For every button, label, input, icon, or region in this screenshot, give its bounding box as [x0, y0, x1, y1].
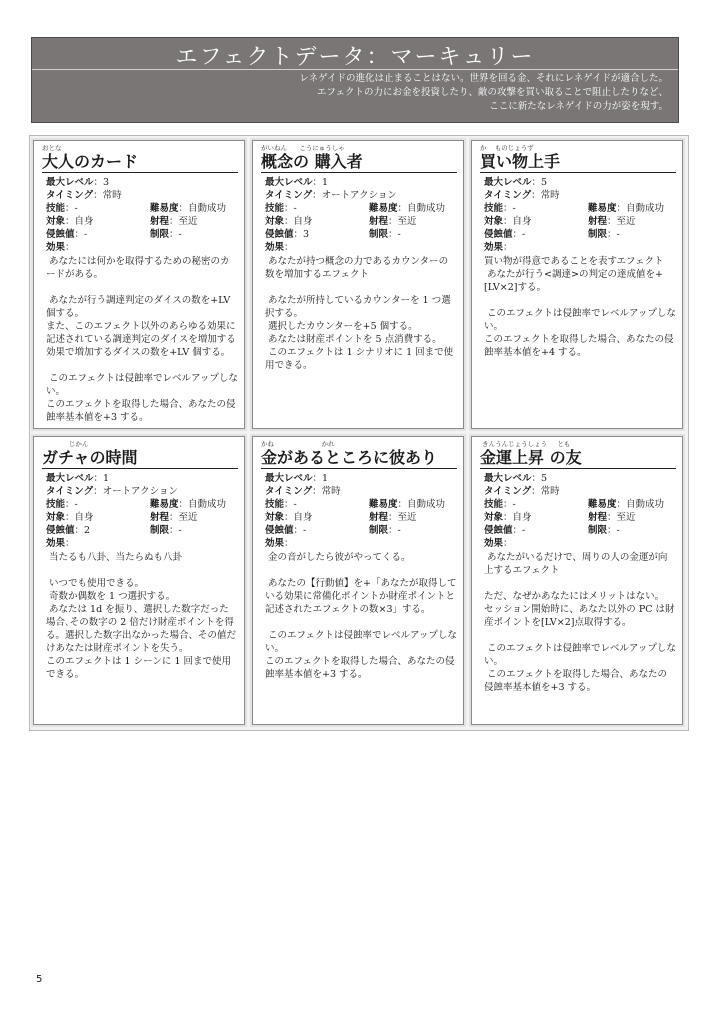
header-description [299, 72, 668, 114]
timing-value: 常時 [540, 486, 560, 497]
difficulty-label: 難易度 [150, 203, 179, 214]
card-name-ruby: きんうんじょうしょう とも [480, 440, 571, 448]
effect-card [252, 436, 464, 725]
effect-label: 効果 [265, 242, 285, 253]
effect-card [33, 140, 245, 429]
erosion-label: 侵蝕値 [484, 229, 513, 240]
range-label: 射程 [369, 512, 389, 523]
difficulty-label: 難易度 [588, 203, 617, 214]
max-level-row: 最大レベル：1 [46, 473, 110, 484]
effect-text: あなたには何かを取得するための秘密のカードがある。 あなたが行う調達判定のダイスの数を+LV個する。 また、このエフェクト以外のあらゆる効果に記述されている調達判定のダイスを増加する効果で増加するダイスの数を+LV 個する。 このエフェクトは侵蝕率でレベルアップしない。 このエフェクトを取得した場合、あなたの侵蝕率基本値を+3 する。 [46, 256, 238, 423]
target-label: 対象 [265, 216, 285, 227]
effect-card [471, 140, 683, 429]
timing-value: 常時 [540, 190, 560, 201]
difficulty-value: 自動成功 [407, 203, 446, 214]
card-name-ruby: がいねん こうにゅうしゃ [261, 144, 345, 152]
card-name-ruby: じかん [42, 440, 89, 448]
range-value: 至近 [616, 216, 636, 227]
target-row: 対象：自身 射程：至近 [265, 512, 417, 523]
timing-value: 常時 [102, 190, 122, 201]
range-label: 射程 [588, 216, 608, 227]
range-value: 至近 [178, 512, 198, 523]
card-name-ruby: か ものじょうず [480, 144, 534, 152]
max-level-value: 1 [322, 177, 329, 188]
limit-value: - [397, 229, 401, 240]
card-name: ガチャの時間 [42, 448, 238, 469]
erosion-row: 侵蝕値：3 制限：- [265, 229, 401, 240]
erosion-value: 2 [84, 525, 91, 536]
effect-label: 効果 [46, 538, 66, 549]
card-name: 買い物上手 [480, 152, 676, 173]
difficulty-label: 難易度 [588, 499, 617, 510]
erosion-value: - [522, 229, 526, 240]
effect-row: 効果： [265, 242, 294, 253]
erosion-row: 侵蝕値：- 制限：- [46, 229, 182, 240]
limit-value: - [616, 525, 620, 536]
effect-card [33, 436, 245, 725]
target-value: 自身 [293, 512, 313, 523]
card-name: 大人のカード [42, 152, 238, 173]
skill-label: 技能 [484, 499, 504, 510]
erosion-row: 侵蝕値：2 制限：- [46, 525, 182, 536]
target-value: 自身 [74, 216, 94, 227]
erosion-label: 侵蝕値 [265, 525, 294, 536]
max-level-label: 最大レベル [265, 473, 313, 484]
range-value: 至近 [178, 216, 198, 227]
erosion-label: 侵蝕値 [46, 525, 75, 536]
skill-value: - [293, 499, 297, 510]
target-label: 対象 [46, 512, 66, 523]
card-name: 金運上昇 の友 [480, 448, 676, 469]
effect-card [252, 140, 464, 429]
limit-label: 制限 [150, 525, 170, 536]
limit-label: 制限 [150, 229, 170, 240]
skill-value: - [512, 203, 516, 214]
timing-row: タイミング：常時 [484, 486, 560, 497]
effect-text: 買い物が得意であることを表すエフェクト あなたが行う<調達>の判定の達成値を+[LV×2]する。 このエフェクトは侵蝕率でレベルアップしない。 このエフェクトを取得した場合、あなたの侵蝕率基本値を+4 する。 [484, 256, 676, 358]
erosion-row: 侵蝕値：- 制限：- [265, 525, 401, 536]
timing-row: タイミング：オートアクション [46, 486, 178, 497]
max-level-value: 3 [103, 177, 110, 188]
max-level-value: 5 [541, 473, 548, 484]
target-row: 対象：自身 射程：至近 [484, 216, 636, 227]
max-level-label: 最大レベル [265, 177, 313, 188]
limit-value: - [397, 525, 401, 536]
effect-row: 効果： [46, 538, 75, 549]
erosion-row: 侵蝕値：- 制限：- [484, 525, 620, 536]
erosion-row: 侵蝕値：- 制限：- [484, 229, 620, 240]
target-value: 自身 [512, 216, 532, 227]
max-level-row: 最大レベル：5 [484, 177, 548, 188]
effect-text: あなたが持つ概念の力であるカウンターの数を増加するエフェクト あなたが所持しているカウンターを 1 つ選択する。 選択したカウンターを+5 個する。 あなたは財産ポイントを 5 点消費する。 このエフェクトは 1 シナリオに 1 回まで使用できる。 [265, 256, 454, 371]
target-value: 自身 [512, 512, 532, 523]
skill-value: - [293, 203, 297, 214]
max-level-row: 最大レベル：1 [265, 177, 329, 188]
erosion-label: 侵蝕値 [265, 229, 294, 240]
erosion-value: - [522, 525, 526, 536]
timing-row: タイミング：常時 [265, 486, 341, 497]
difficulty-value: 自動成功 [407, 499, 446, 510]
range-label: 射程 [369, 216, 389, 227]
timing-label: タイミング [484, 190, 532, 201]
page-number: 5 [36, 974, 43, 985]
limit-value: - [178, 229, 182, 240]
limit-value: - [178, 525, 182, 536]
header-desc-line: レネゲイドの進化は止まることはない。世界を回る金、それにレネゲイドが適合した。 [299, 73, 668, 84]
effect-card [471, 436, 683, 725]
timing-label: タイミング [265, 190, 313, 201]
effect-row: 効果： [484, 242, 513, 253]
card-name-ruby: かね かれ [261, 440, 335, 448]
skill-value: - [74, 499, 78, 510]
range-label: 射程 [150, 216, 170, 227]
page-title: エフェクトデータ：マーキュリー [175, 45, 535, 70]
card-name-ruby: おとな [42, 144, 62, 152]
timing-label: タイミング [46, 190, 94, 201]
target-row: 対象：自身 射程：至近 [46, 216, 198, 227]
target-row: 対象：自身 射程：至近 [484, 512, 636, 523]
limit-label: 制限 [588, 525, 608, 536]
page-header [31, 37, 679, 123]
max-level-label: 最大レベル [484, 177, 532, 188]
range-value: 至近 [616, 512, 636, 523]
effect-label: 効果 [484, 538, 504, 549]
difficulty-label: 難易度 [150, 499, 179, 510]
erosion-value: 3 [303, 229, 310, 240]
target-row: 対象：自身 射程：至近 [265, 216, 417, 227]
effect-row: 効果： [265, 538, 294, 549]
timing-row: タイミング：常時 [484, 190, 560, 201]
range-label: 射程 [150, 512, 170, 523]
erosion-value: - [84, 229, 88, 240]
effect-label: 効果 [484, 242, 504, 253]
timing-value: オートアクション [102, 486, 178, 497]
timing-row: タイミング：常時 [46, 190, 122, 201]
range-value: 至近 [397, 512, 417, 523]
difficulty-value: 自動成功 [188, 499, 227, 510]
max-level-value: 1 [322, 473, 329, 484]
target-row: 対象：自身 射程：至近 [46, 512, 198, 523]
timing-row: タイミング：オートアクション [265, 190, 397, 201]
skill-value: - [512, 499, 516, 510]
timing-value: オートアクション [321, 190, 397, 201]
max-level-row: 最大レベル：1 [265, 473, 329, 484]
skill-row: 技能：- 難易度：自動成功 [46, 203, 227, 214]
difficulty-value: 自動成功 [626, 203, 665, 214]
difficulty-value: 自動成功 [626, 499, 665, 510]
max-level-row: 最大レベル：3 [46, 177, 110, 188]
skill-label: 技能 [484, 203, 504, 214]
skill-value: - [74, 203, 78, 214]
max-level-value: 1 [103, 473, 110, 484]
erosion-label: 侵蝕値 [46, 229, 75, 240]
header-divider [32, 69, 678, 70]
target-value: 自身 [74, 512, 94, 523]
skill-row: 技能：- 難易度：自動成功 [484, 203, 665, 214]
skill-label: 技能 [265, 499, 285, 510]
difficulty-value: 自動成功 [188, 203, 227, 214]
erosion-value: - [303, 525, 307, 536]
card-name: 概念の 購入者 [261, 152, 457, 173]
skill-label: 技能 [46, 203, 66, 214]
effect-text: 金の音がしたら彼がやってくる。 あなたの【行動値】を+「あなたが取得している効果に常備化ポイントか財産ポイントと記述されたエフェクトの数×3」する。 このエフェクトは侵蝕率でレベルアップしない。 このエフェクトを取得した場合、あなたの侵蝕率基本値を+3 する。 [265, 552, 457, 680]
limit-value: - [616, 229, 620, 240]
skill-row: 技能：- 難易度：自動成功 [46, 499, 227, 510]
target-label: 対象 [265, 512, 285, 523]
effect-text: あなたがいるだけで、周りの人の金運が向上するエフェクト ただ、なぜかあなたにはメリットはない。 セッション開始時に、あなた以外の PC は財産ポイントを[LV×2]点取得する。 このエフェクトは侵蝕率でレベルアップしない。 このエフェクトを取得した場合、あなたの侵蝕率基本値を+3 する。 [484, 552, 676, 693]
effect-text: 当たるも八卦、当たらぬも八卦 いつでも使用できる。 奇数か偶数を 1 つ選択する。 あなたは 1d を振り、選択した数字だった場合､その数字の 2 倍だけ財産ポイントを得る。選択した数字出なかった場合、その値だけあなたは財産ポイントを失う。 このエフェクトは 1 シーンに 1 回まで使用できる。 [46, 552, 237, 680]
effect-row: 効果： [46, 242, 75, 253]
timing-label: タイミング [46, 486, 94, 497]
header-desc-line: ここに新たなレネゲイドの力が姿を現す。 [489, 101, 668, 112]
difficulty-label: 難易度 [369, 499, 398, 510]
timing-label: タイミング [265, 486, 313, 497]
skill-row: 技能：- 難易度：自動成功 [484, 499, 665, 510]
skill-label: 技能 [46, 499, 66, 510]
target-value: 自身 [293, 216, 313, 227]
skill-row: 技能：- 難易度：自動成功 [265, 499, 446, 510]
target-label: 対象 [484, 216, 504, 227]
max-level-row: 最大レベル：5 [484, 473, 548, 484]
max-level-label: 最大レベル [484, 473, 532, 484]
max-level-value: 5 [541, 177, 548, 188]
max-level-label: 最大レベル [46, 177, 94, 188]
card-name: 金があるところに彼あり [261, 448, 457, 469]
effect-card-grid [29, 135, 689, 731]
effect-row: 効果： [484, 538, 513, 549]
target-label: 対象 [46, 216, 66, 227]
range-label: 射程 [588, 512, 608, 523]
header-desc-line: エフェクトの力にお金を投資したり、敵の攻撃を買い取ることで阻止したりなど、 [316, 87, 668, 98]
effect-label: 効果 [46, 242, 66, 253]
timing-label: タイミング [484, 486, 532, 497]
skill-row: 技能：- 難易度：自動成功 [265, 203, 446, 214]
limit-label: 制限 [369, 525, 389, 536]
difficulty-label: 難易度 [369, 203, 398, 214]
erosion-label: 侵蝕値 [484, 525, 513, 536]
limit-label: 制限 [588, 229, 608, 240]
effect-label: 効果 [265, 538, 285, 549]
target-label: 対象 [484, 512, 504, 523]
timing-value: 常時 [321, 486, 341, 497]
max-level-label: 最大レベル [46, 473, 94, 484]
limit-label: 制限 [369, 229, 389, 240]
skill-label: 技能 [265, 203, 285, 214]
range-value: 至近 [397, 216, 417, 227]
